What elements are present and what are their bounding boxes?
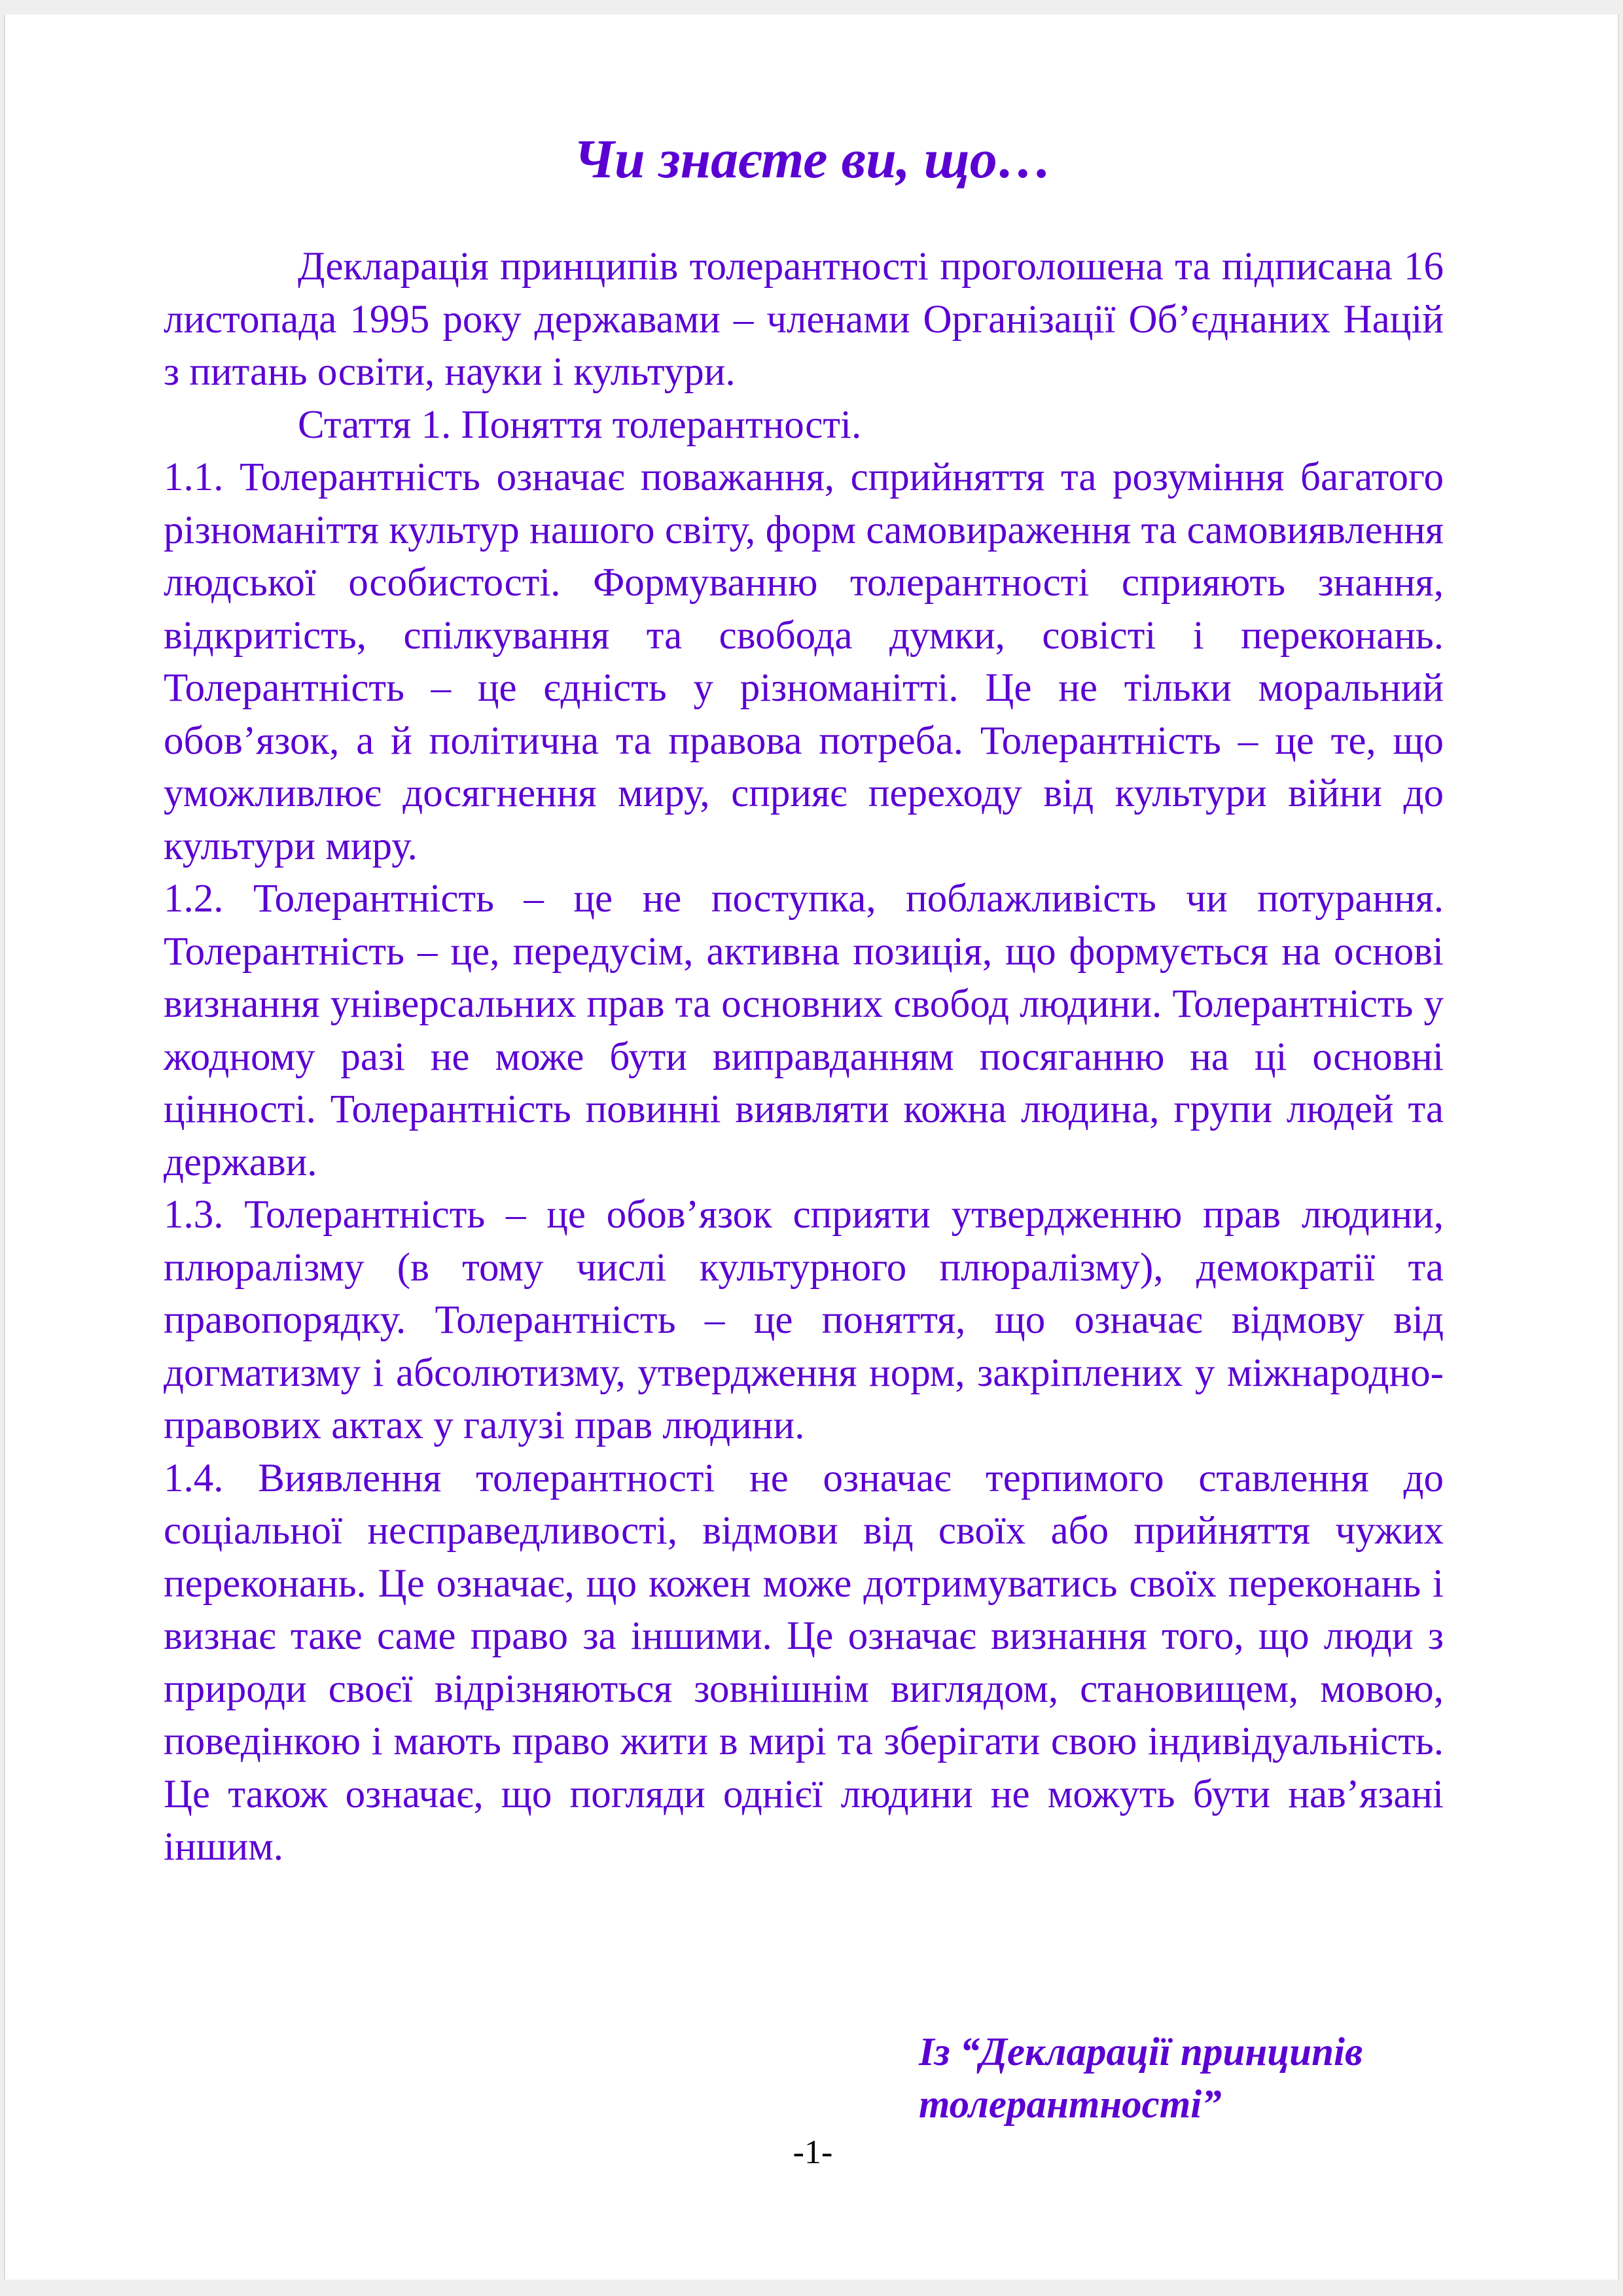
document-page bbox=[4, 14, 1619, 2280]
paragraph-1-2: 1.2. Толерантність – це не поступка, поблажливість чи потурання. Толерантність – це, передусім, активна позиція, що формується на основі визнання універсальних прав та основних свобод людини. Толерантність у жодному разі не може бути виправданням посяганню на ці основні цінності. Толерантність повинні виявляти кожна людина, групи людей та держави. bbox=[164, 877, 1444, 1184]
paragraph-1-3: 1.3. Толерантність – це обов’язок сприяти утвердженню прав людини, плюралізму (в тому числі культурного плюралізму), демократії та правопорядку. Толерантність – це поняття, що означає відмову від догматизму і абсолютизму, утвердження норм, закріплених у міжнародно-правових актах у галузі прав людини. bbox=[164, 1193, 1444, 1447]
paragraph-1-4: 1.4. Виявлення толерантності не означає терпимого ставлення до соціальної несправедливості, відмови від своїх або прийняття чужих переконань. Це означає, що кожен може дотримуватись своїх переконань і визнає таке саме право за іншими. Це означає визнання того, що люди з природи своєї відрізняються зовнішнім виглядом, становищем, мовою, поведінкою і мають право жити в мирі та зберігати свою індивідуальність. Це також означає, що погляди однієї людини не можуть бути нав’язані іншим. bbox=[164, 1456, 1444, 1869]
source-attribution bbox=[919, 2026, 1363, 2131]
document-title: Чи знаєте ви, що… bbox=[573, 129, 1052, 190]
page-number: -1- bbox=[793, 2134, 833, 2171]
source-line-2: толерантності” bbox=[919, 2083, 1222, 2127]
intro-paragraph: Декларація принципів толерантності проголошена та підписана 16 листопада 1995 року державами – членами Організації Об’єднаних Націй з питань освіти, науки і культури. bbox=[164, 245, 1444, 394]
article-heading: Стаття 1. Поняття толерантності. bbox=[298, 402, 862, 447]
paragraph-1-1: 1.1. Толерантність означає поважання, сприйняття та розуміння багатого різноманіття культур нашого світу, форм самовираження та самовиявлення людської особистості. Формуванню толерантності сприяють знання, відкритість, спілкування та свобода думки, совісті і переконань. Толерантність – це єдність у різноманітті. Це не тільки моральний обов’язок, а й політична та правова потреба. Толерантність – це те, що уможливлює досягнення миру, сприяє переходу від культури війни до культури миру. bbox=[164, 455, 1444, 868]
source-line-1: Із “Декларації принципів bbox=[919, 2030, 1363, 2074]
document-body bbox=[164, 241, 1444, 1874]
